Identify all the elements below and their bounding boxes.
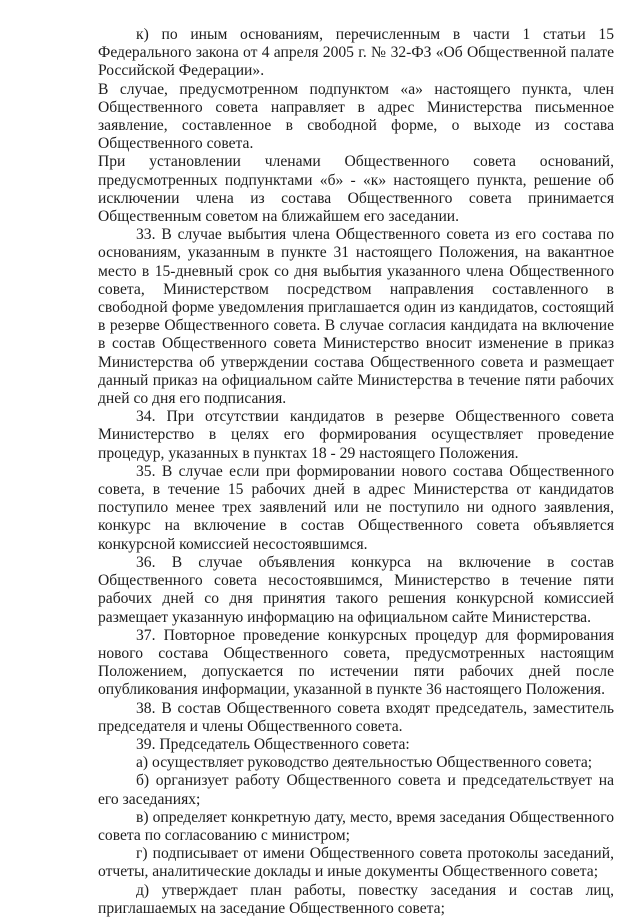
paragraph-subitem-d: д) утверждает план работы, повестку заседания и состав лиц, приглашаемых на заседание Общественного совета; [98,881,614,917]
paragraph-clause-34: 34. При отсутствии кандидатов в резерве Общественного совета Министерство в целях его формирования осуществляет проведение процедур, указанных в пунктах 18 - 29 настоящего Положения. [98,408,614,462]
paragraph-subitem-v: в) определяет конкретную дату, место, время заседания Общественного совета по согласованию с министром; [98,808,614,844]
paragraph-clause-39: 39. Председатель Общественного совета: [136,735,410,753]
paragraph-exclusion: При установлении членами Общественного совета оснований, предусмотренных подпунктами «б» - «к» настоящего пункта, решение об исключении члена из состава Общественного совета принимается Общественным советом на ближайшем его заседании. [98,153,614,226]
paragraph-clause-35: 35. В случае если при формировании нового состава Общественного совета, в течение 15 рабочих дней в адрес Министерства от кандидатов поступило менее трех заявлений или не поступило ни одного заявления, конкурс на включение в состав Общественного совета объявляется конкурсной комиссией несостоявшимся. [98,462,614,553]
paragraph-clause-38: 38. В состав Общественного совета входят председатель, заместитель председателя и члены Общественного совета. [98,699,614,735]
paragraph-subitem-a: а) осуществляет руководство деятельностью Общественного совета; [136,754,593,772]
document-body [98,26,614,918]
paragraph-clause-33: 33. В случае выбытия члена Общественного совета из его состава по основаниям, указанным в пункте 31 настоящего Положения, на вакантное место в 15-дневный срок со дня выбытия указанного члена Общественного совета, Министерством посредством направления составленного в свободной форме уведомления приглашается один из кандидатов, состоящий в резерве Общественного совета. В случае согласия кандидата на включение в состав Общественного совета Министерство вносит изменение в приказ Министерства об утверждении состава Общественного совета и размещает данный приказ на официальном сайте Министерства в течение пяти рабочих дней со дня его подписания. [98,226,614,408]
paragraph-clause-36: 36. В случае объявления конкурса на включение в состав Общественного совета несостоявшимся, Министерство в течение пяти рабочих дней со дня принятия такого решения конкурсной комиссией размещает указанную информацию на официальном сайте Министерства. [98,553,614,626]
paragraph-subitem-g: г) подписывает от имени Общественного совета протоколы заседаний, отчеты, аналитические доклады и иные документы Общественного совета; [98,845,614,881]
paragraph-withdrawal: В случае, предусмотренном подпунктом «а» настоящего пункта, член Общественного совета направляет в адрес Министерства письменное заявление, составленное в свободной форме, о выходе из состава Общественного совета. [98,80,614,153]
paragraph-item-k: к) по иным основаниям, перечисленным в части 1 статьи 15 Федерального закона от 4 апреля 2005 г. № 32-ФЗ «Об Общественной палате Российской Федерации». [98,26,614,80]
paragraph-subitem-b: б) организует работу Общественного совета и председательствует на его заседаниях; [98,772,614,808]
paragraph-clause-37: 37. Повторное проведение конкурсных процедур для формирования нового состава Общественного совета, предусмотренных настоящим Положением, допускается по истечении пяти рабочих дней после опубликования информации, указанной в пункте 36 настоящего Положения. [98,626,614,699]
